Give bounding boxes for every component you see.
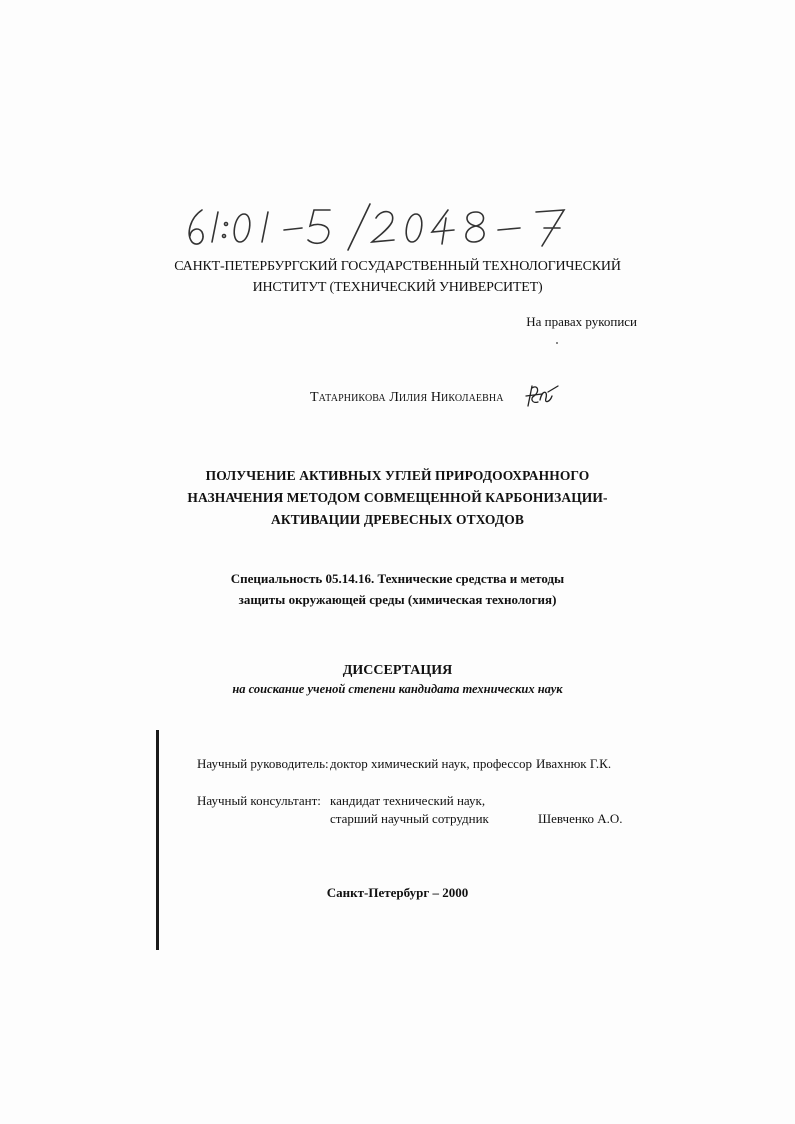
stray-mark	[556, 342, 558, 344]
city-year: Санкт-Петербург – 2000	[326, 885, 469, 900]
supervisor-name: Ивахнюк Г.К.	[536, 756, 612, 771]
dissertation-title	[0, 465, 795, 531]
title-line-1: ПОЛУЧЕНИЕ АКТИВНЫХ УГЛЕЙ ПРИРОДООХРАННОГО	[205, 468, 590, 483]
institute-line-1: САНКТ-ПЕТЕРБУРГСКИЙ ГОСУДАРСТВЕННЫЙ ТЕХНОЛОГИЧЕСКИЙ	[174, 259, 621, 274]
supervisor-credentials: доктор химический наук, профессор	[330, 756, 532, 771]
title-line-2: НАЗНАЧЕНИЯ МЕТОДОМ СОВМЕЩЕННОЙ КАРБОНИЗАЦИИ-	[187, 490, 608, 505]
supervisor-role: Научный руководитель:	[197, 756, 329, 771]
signature-drawing	[522, 380, 562, 410]
institute-name	[0, 256, 795, 298]
rights-note: На правах рукописи	[526, 314, 637, 329]
institute-line-2: ИНСТИТУТ (ТЕХНИЧЕСКИЙ УНИВЕРСИТЕТ)	[252, 280, 543, 295]
consultant-role: Научный консультант:	[197, 793, 321, 808]
author-signature	[522, 380, 562, 410]
dissertation-degree: на соискание ученой степени кандидата технических наук	[232, 682, 563, 696]
specialty	[0, 568, 795, 610]
margin-scan-line	[156, 730, 159, 950]
handwritten-archive-code	[180, 196, 600, 256]
title-line-3: АКТИВАЦИИ ДРЕВЕСНЫХ ОТХОДОВ	[271, 512, 524, 527]
dissertation-type: ДИССЕРТАЦИЯ	[342, 663, 453, 678]
consultant-credentials-line-1: кандидат технический наук,	[330, 793, 486, 808]
author-name: Татарникова Лилия Николаевна	[310, 390, 504, 405]
specialty-line-2: защиты окружающей среды (химическая технология)	[238, 592, 557, 607]
consultant-credentials-line-2: старший научный сотрудник	[330, 811, 489, 826]
handwritten-archive-code-drawing	[180, 196, 600, 256]
consultant-name: Шевченко А.О.	[538, 811, 623, 826]
specialty-line-1: Специальность 05.14.16. Технические средства и методы	[230, 571, 565, 586]
